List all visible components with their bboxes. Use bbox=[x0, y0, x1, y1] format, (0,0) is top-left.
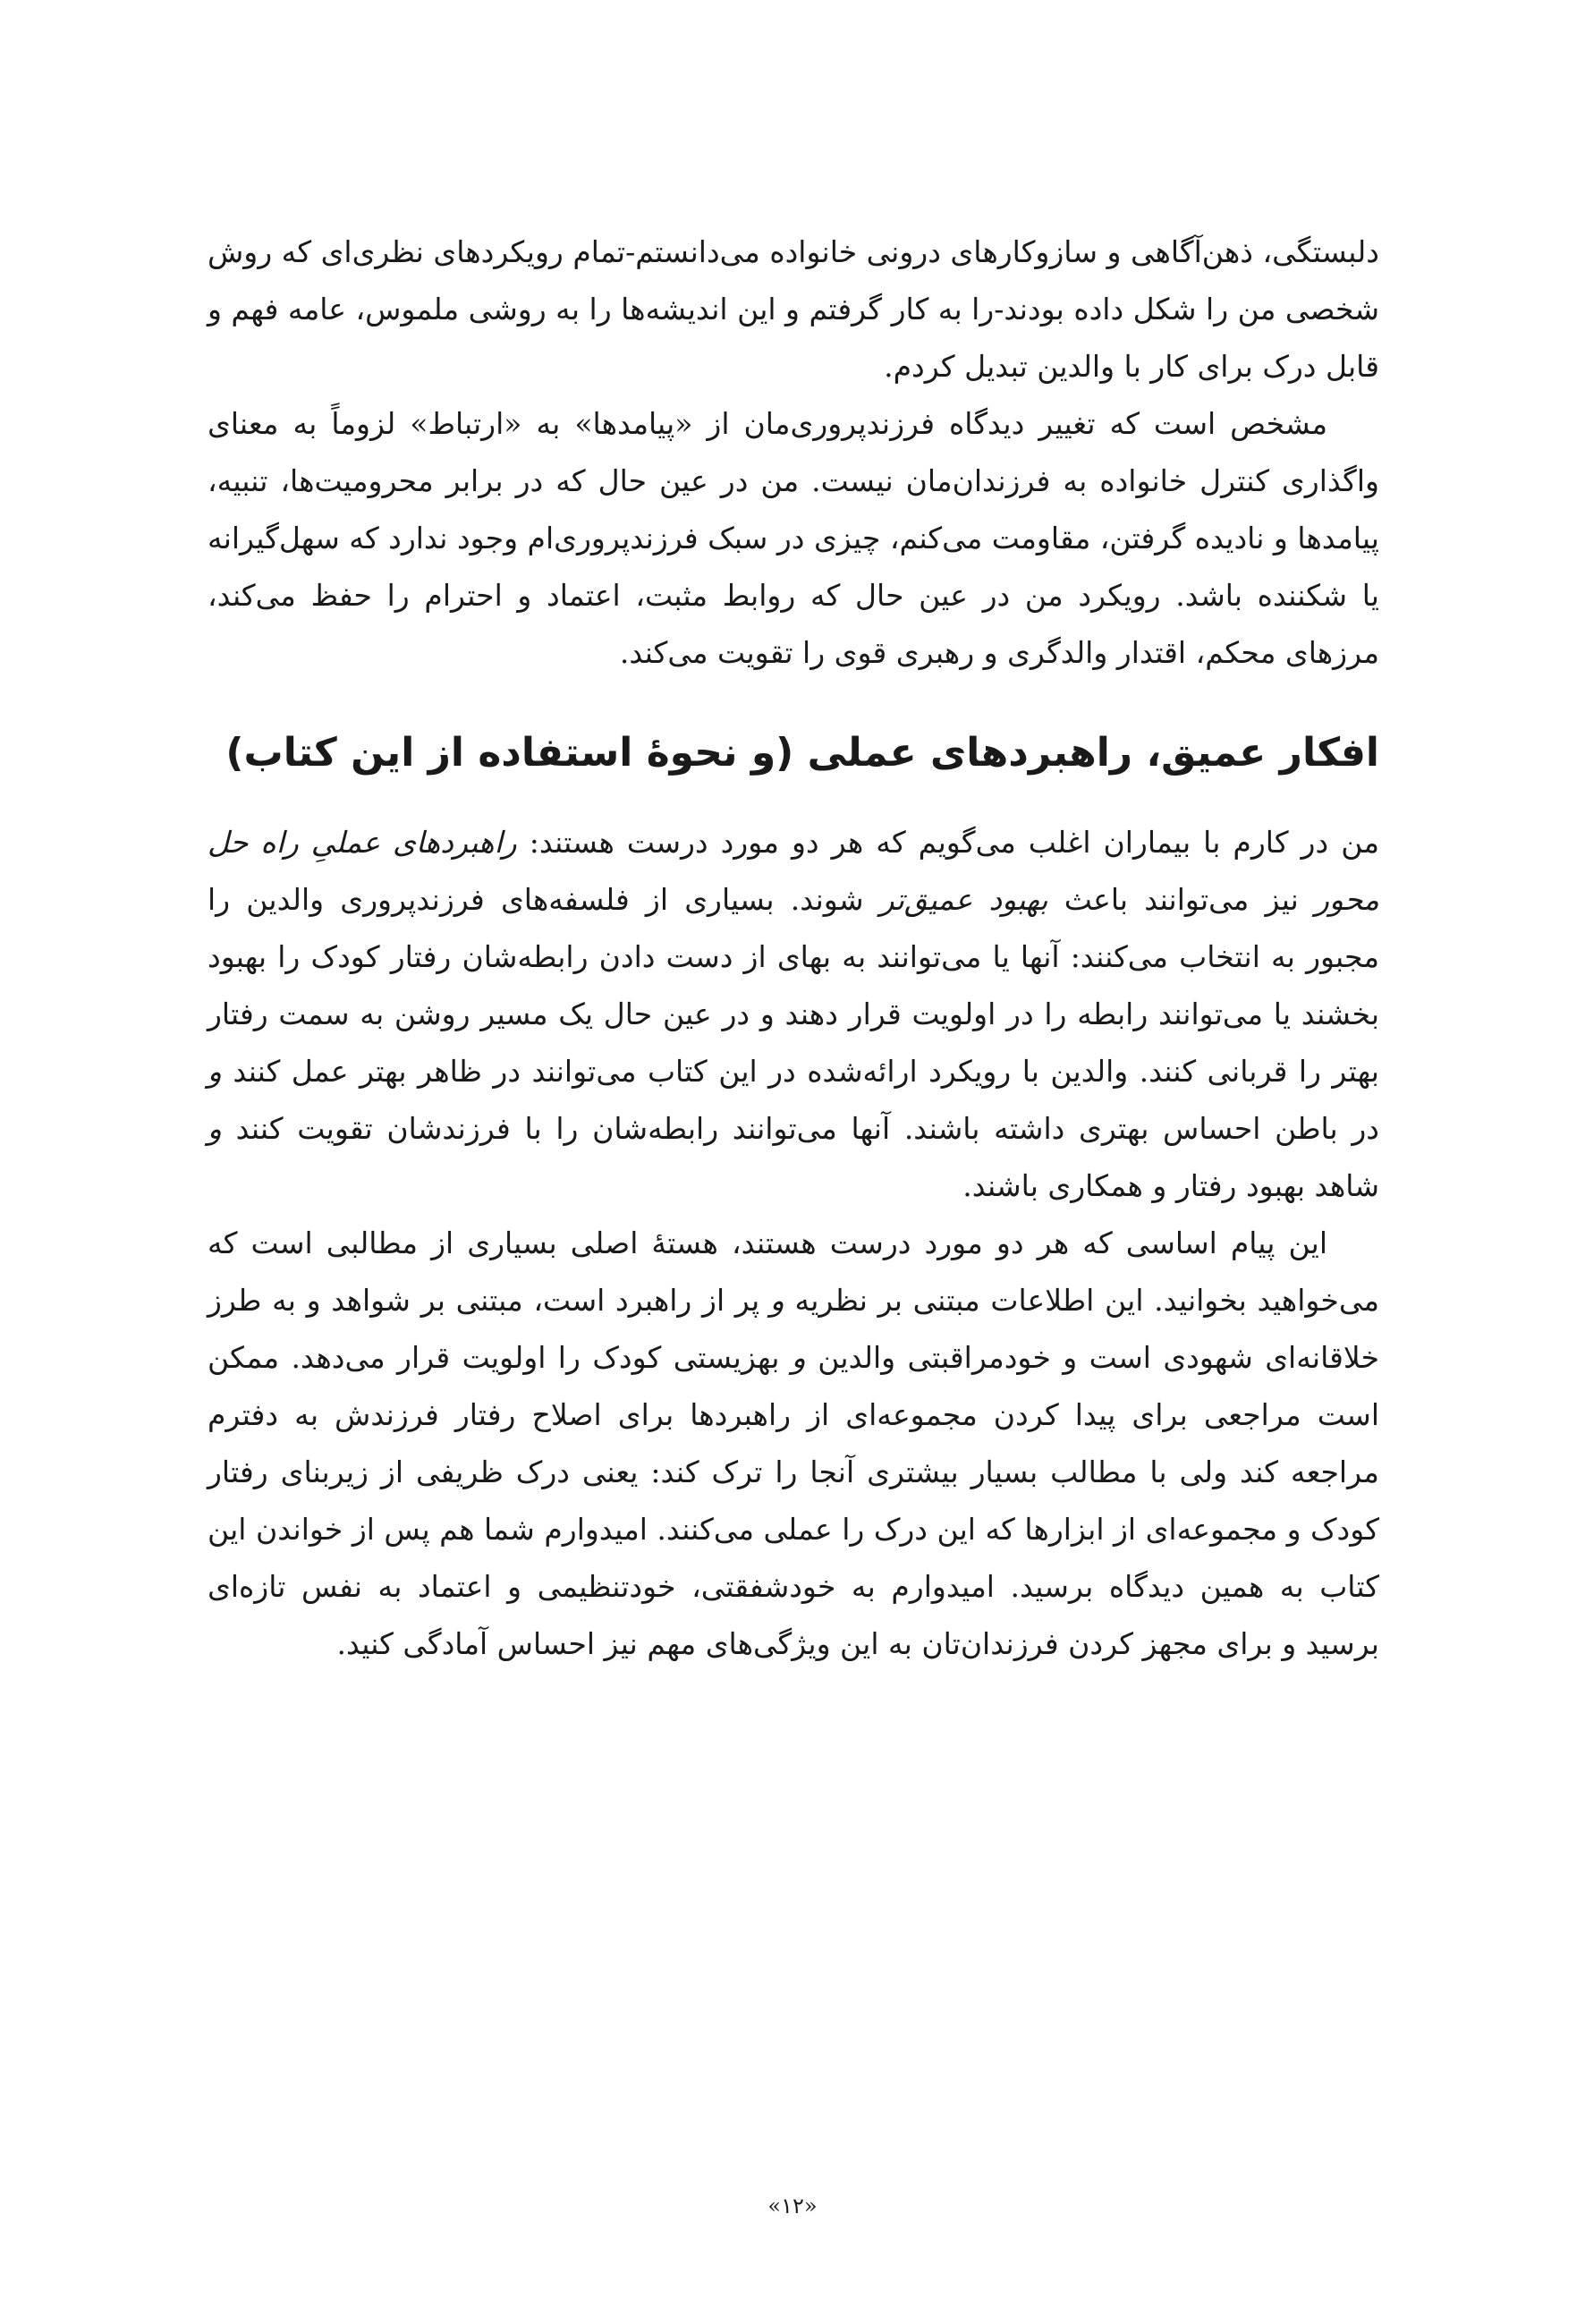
text-run: بهزیستی کودک را اولویت قرار می‌دهد. ممکن است مراجعی برای پیدا کردن مجموعه‌ای از راهبردها برای اصلاح رفتار فرزندش به دفترم مراجعه کند ولی با مطالب بسیار بیشتری آنجا را ترک کند: یعنی درک ظریفی از زیربنای رفتار کودک و مجموعه‌ای از ابزارها که این درک را عملی می‌کنند. امیدوارم شما هم پس از خواندن این کتاب به همین دیدگاه برسید. امیدوارم به خودشفقتی، خودتنظیمی و اعتماد به نفس تازه‌ای برسید و برای مجهز کردن فرزندان‌تان به این ویژگی‌های مهم نیز احساس آمادگی کنید. bbox=[208, 1340, 1379, 1661]
paragraph-1: دلبستگی، ذهن‌آگاهی و سازوکارهای درونی خانواده می‌دانستم-تمام رویکردهای نظری‌ای که روش شخصی من را شکل داده بودند-را به کار گرفتم و این اندیشه‌ها را به روشی ملموس، عامه فهم و قابل درک برای کار با والدین تبدیل کردم. bbox=[208, 234, 1379, 384]
text-run: نیز می‌توانند باعث bbox=[1047, 882, 1316, 917]
italic-run: بهبود عمیق‌تر bbox=[879, 882, 1048, 917]
paragraph-4 bbox=[208, 1215, 1379, 1673]
section-heading: افکار عمیق، راهبردهای عملی (و نحوهٔ استفاده از این کتاب) bbox=[225, 730, 1379, 776]
text-run: شاهد بهبود رفتار و همکاری باشند. bbox=[962, 1168, 1379, 1203]
text-run: من در کارم با بیماران اغلب می‌گویم که هر دو مورد درست هستند: bbox=[516, 825, 1379, 860]
paragraph-2: مشخص است که تغییر دیدگاه فرزندپروری‌مان از «پیامدها» به «ارتباط» لزوماً به معنای واگذاری کنترل خانواده به فرزندان‌مان نیست. من در عین حال که در برابر محرومیت‌ها، تنبیه، پیامدها و نادیده گرفتن، مقاومت می‌کنم، چیزی در سبک فرزندپروری‌ام وجود ندارد که سهل‌گیرانه یا شکننده باشد. رویکرد من در عین حال که روابط مثبت، اعتماد و احترام را حفظ می‌کند، مرزهای محکم، اقتدار والدگری و رهبری قوی را تقویت می‌کند. bbox=[208, 406, 1379, 670]
italic-run: و bbox=[791, 1340, 806, 1375]
text-run: شوند. بسیاری از فلسفه‌های فرزندپروری والدین را مجبور به انتخاب می‌کنند: آنها یا می‌توانند به بهای از دست دادن رابطه‌شان رفتار کودک را بهبود بخشند یا می‌توانند رابطه را در اولویت قرار دهند و در عین حال یک مسیر روشن به سمت رفتار بهتر را قربانی کنند. والدین با رویکرد ارائه‌شده در این کتاب می‌توانند در ظاهر بهتر عمل کنند bbox=[208, 882, 1379, 1089]
italic-run: و bbox=[208, 1111, 222, 1146]
page-number: «۱۲» bbox=[767, 2193, 818, 2218]
text-run: در باطن احساس بهتری داشته باشند. آنها می‌توانند رابطه‌شان را با فرزندشان تقویت کنند bbox=[221, 1111, 1379, 1146]
italic-run: و bbox=[769, 1283, 784, 1318]
text-run: این پیام اساسی که هر دو مورد درست هستند، هستهٔ اصلی بسیاری از مطالبی است که می‌خواهید بخوانید. این اطلاعات مبتنی بر نظریه bbox=[208, 1226, 1380, 1318]
paragraph-3 bbox=[208, 814, 1379, 1215]
italic-run: راهبردهای عملیِ راه حل محور bbox=[208, 825, 1379, 917]
italic-run: و bbox=[208, 1054, 222, 1089]
page-body bbox=[208, 224, 1379, 1673]
text-run: پر از راهبرد است، مبتنی بر شواهد و به طرز خلاقانه‌ای شهودی است و خودمراقبتی والدین bbox=[208, 1283, 1379, 1375]
